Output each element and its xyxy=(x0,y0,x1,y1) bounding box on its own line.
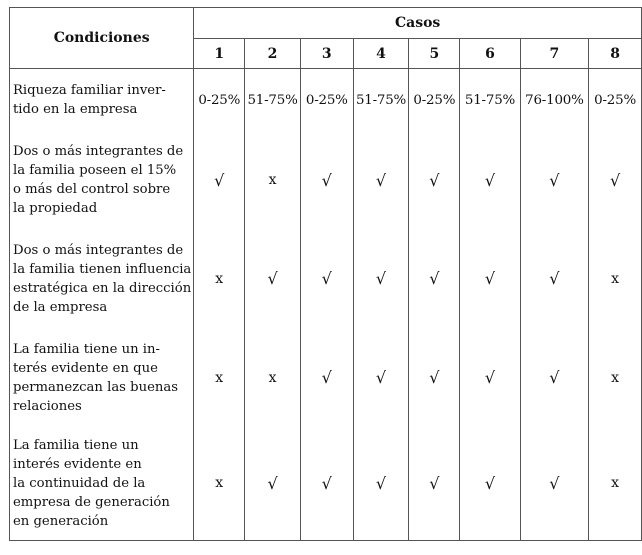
case-value-cell: x xyxy=(194,329,245,427)
case-number: 4 xyxy=(353,39,409,69)
case-value-cell: x xyxy=(589,329,642,427)
condition-label-line: permanezcan las buenas xyxy=(13,379,178,395)
case-value-cell: √ xyxy=(300,132,353,229)
case-value-cell: √ xyxy=(460,427,520,541)
condition-label-line: la propiedad xyxy=(13,201,98,216)
table-row xyxy=(10,229,642,329)
condition-label-line: La familia tiene un in- xyxy=(13,341,160,357)
case-value-cell: 51-75% xyxy=(353,69,409,132)
case-value-cell: √ xyxy=(460,329,520,427)
case-value-cell: x xyxy=(194,427,245,541)
case-number: 6 xyxy=(460,39,520,69)
condition-label xyxy=(10,132,194,229)
condition-label-line: empresa de generación xyxy=(13,494,170,510)
case-value-cell: 0-25% xyxy=(409,69,460,132)
cases-header: Casos xyxy=(194,8,642,39)
case-value-cell: √ xyxy=(520,329,588,427)
table-row xyxy=(10,69,642,132)
condition-label-line: Riqueza familiar inver- xyxy=(13,83,166,99)
condition-label-line: o más del control sobre xyxy=(13,182,171,197)
conditions-header: Condiciones xyxy=(10,8,194,69)
condition-label-line: interés evidente en xyxy=(13,456,142,472)
case-number: 5 xyxy=(409,39,460,69)
case-value-cell: 0-25% xyxy=(300,69,353,132)
condition-label xyxy=(10,427,194,541)
condition-label-line: en generación xyxy=(13,513,109,529)
case-number: 1 xyxy=(194,39,245,69)
case-value-cell: √ xyxy=(353,427,409,541)
case-value-cell: √ xyxy=(409,427,460,541)
condition-label-line: Dos o más integrantes de xyxy=(13,144,184,159)
condition-label-line: de la empresa xyxy=(13,299,108,315)
condition-label xyxy=(10,229,194,329)
conditions-cases-table-container xyxy=(9,7,642,541)
case-value-cell: √ xyxy=(520,229,588,329)
case-number: 8 xyxy=(589,39,642,69)
case-value-cell: √ xyxy=(353,229,409,329)
conditions-cases-table xyxy=(9,7,642,541)
condition-label xyxy=(10,329,194,427)
case-value-cell: x xyxy=(589,229,642,329)
case-number: 3 xyxy=(300,39,353,69)
case-number: 7 xyxy=(520,39,588,69)
case-value-cell: 51-75% xyxy=(245,69,301,132)
case-value-cell: √ xyxy=(245,427,301,541)
condition-label xyxy=(10,69,194,132)
case-value-cell: √ xyxy=(300,229,353,329)
case-value-cell: √ xyxy=(589,132,642,229)
case-value-cell: √ xyxy=(520,427,588,541)
case-value-cell: √ xyxy=(353,329,409,427)
case-value-cell: x xyxy=(245,329,301,427)
case-number: 2 xyxy=(245,39,301,69)
case-value-cell: x xyxy=(589,427,642,541)
case-value-cell: 51-75% xyxy=(460,69,520,132)
case-value-cell: 76-100% xyxy=(520,69,588,132)
table-row xyxy=(10,132,642,229)
condition-label-line: la familia poseen el 15% xyxy=(13,163,177,178)
case-value-cell: √ xyxy=(409,229,460,329)
case-value-cell: 0-25% xyxy=(194,69,245,132)
case-value-cell: √ xyxy=(353,132,409,229)
case-value-cell: 0-25% xyxy=(589,69,642,132)
case-value-cell: √ xyxy=(460,229,520,329)
case-value-cell: √ xyxy=(300,427,353,541)
condition-label-line: la continuidad de la xyxy=(13,475,146,491)
header-row-top xyxy=(10,8,642,39)
table-row xyxy=(10,427,642,541)
condition-label-line: Dos o más integrantes de xyxy=(13,242,184,258)
condition-label-line: estratégica en la dirección xyxy=(13,280,192,296)
case-value-cell: √ xyxy=(409,329,460,427)
case-value-cell: √ xyxy=(520,132,588,229)
case-value-cell: √ xyxy=(194,132,245,229)
condition-label-line: relaciones xyxy=(13,398,82,414)
case-value-cell: √ xyxy=(409,132,460,229)
case-value-cell: √ xyxy=(460,132,520,229)
condition-label-line: la familia tienen influencia xyxy=(13,261,192,277)
condition-label-line: tido en la empresa xyxy=(13,102,138,118)
table-row xyxy=(10,329,642,427)
case-value-cell: x xyxy=(245,132,301,229)
case-value-cell: x xyxy=(194,229,245,329)
condition-label-line: La familia tiene un xyxy=(13,437,139,453)
case-value-cell: √ xyxy=(300,329,353,427)
condition-label-line: terés evidente en que xyxy=(13,360,158,376)
case-value-cell: √ xyxy=(245,229,301,329)
